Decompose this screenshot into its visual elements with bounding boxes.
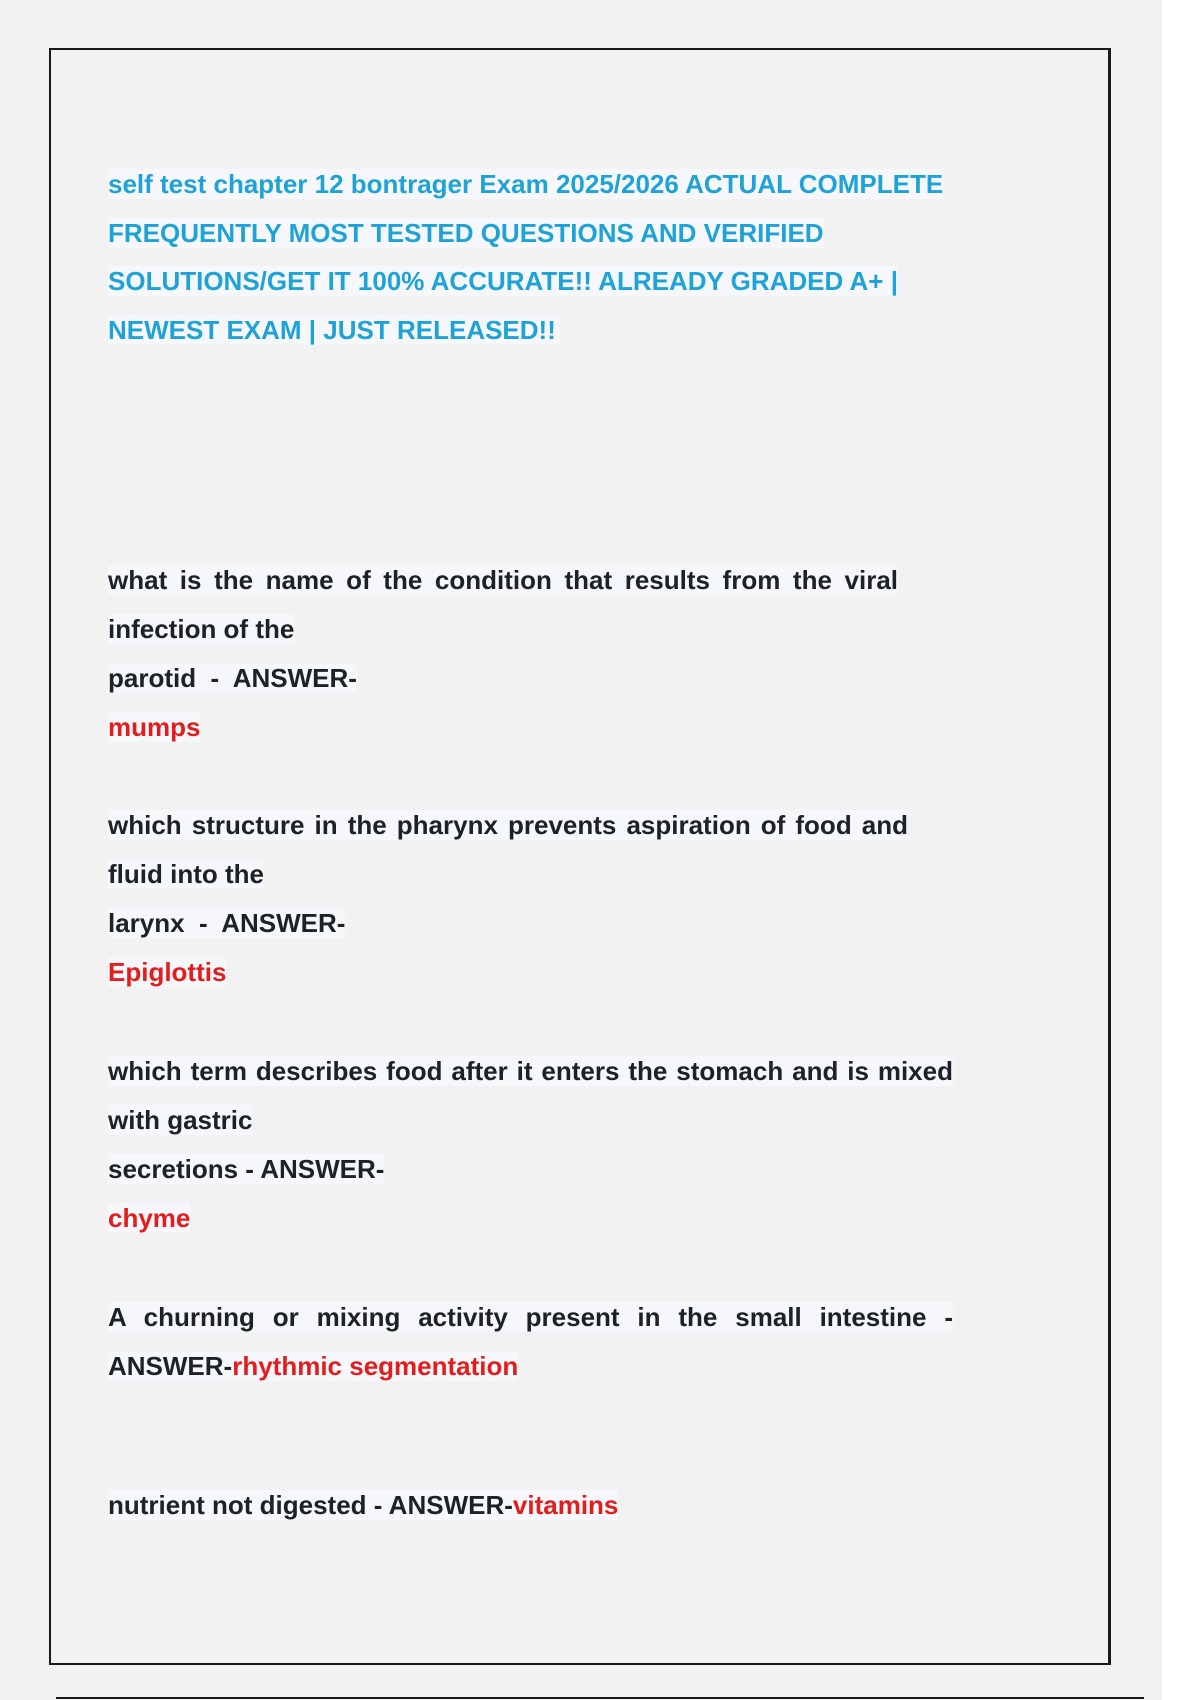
page-gutter [1162,0,1200,1700]
question-text: A churning or mixing activity present in the small intestine - ANSWER- [108,1302,953,1381]
question-answer-prefix: larynx - ANSWER- [108,908,346,938]
question-item [108,556,908,752]
answer-text: vitamins [512,1490,619,1520]
question-text: nutrient not digested - ANSWER- [108,1490,513,1520]
question-text: which term describes food after it enters the stomach and is mixed with gastric [108,1056,953,1135]
answer-text: Epiglottis [108,957,227,987]
question-answer-prefix: secretions - ANSWER- [108,1154,385,1184]
bottom-rule [56,1697,1144,1699]
question-item [108,801,908,997]
answer-text: mumps [108,712,201,742]
document-title-text: self test chapter 12 bontrager Exam 2025/2026 ACTUAL COMPLETE FREQUENTLY MOST TESTED QUESTIONS AND VERIFIED SOLUTIONS/GET IT 100% ACCURATE!! ALREADY GRADED A+ | NEWEST EXAM | JUST RELEASED!! [108,169,944,345]
answer-text: chyme [108,1203,191,1233]
document-title [108,160,1008,354]
question-item [108,1293,953,1391]
answer-text: rhythmic segmentation [232,1351,519,1381]
question-answer-prefix: parotid - ANSWER- [108,663,357,693]
question-item [108,1481,953,1530]
question-text: which structure in the pharynx prevents aspiration of food and fluid into the [108,810,908,889]
question-item [108,1047,953,1243]
question-text: what is the name of the condition that results from the viral infection of the [108,565,898,644]
